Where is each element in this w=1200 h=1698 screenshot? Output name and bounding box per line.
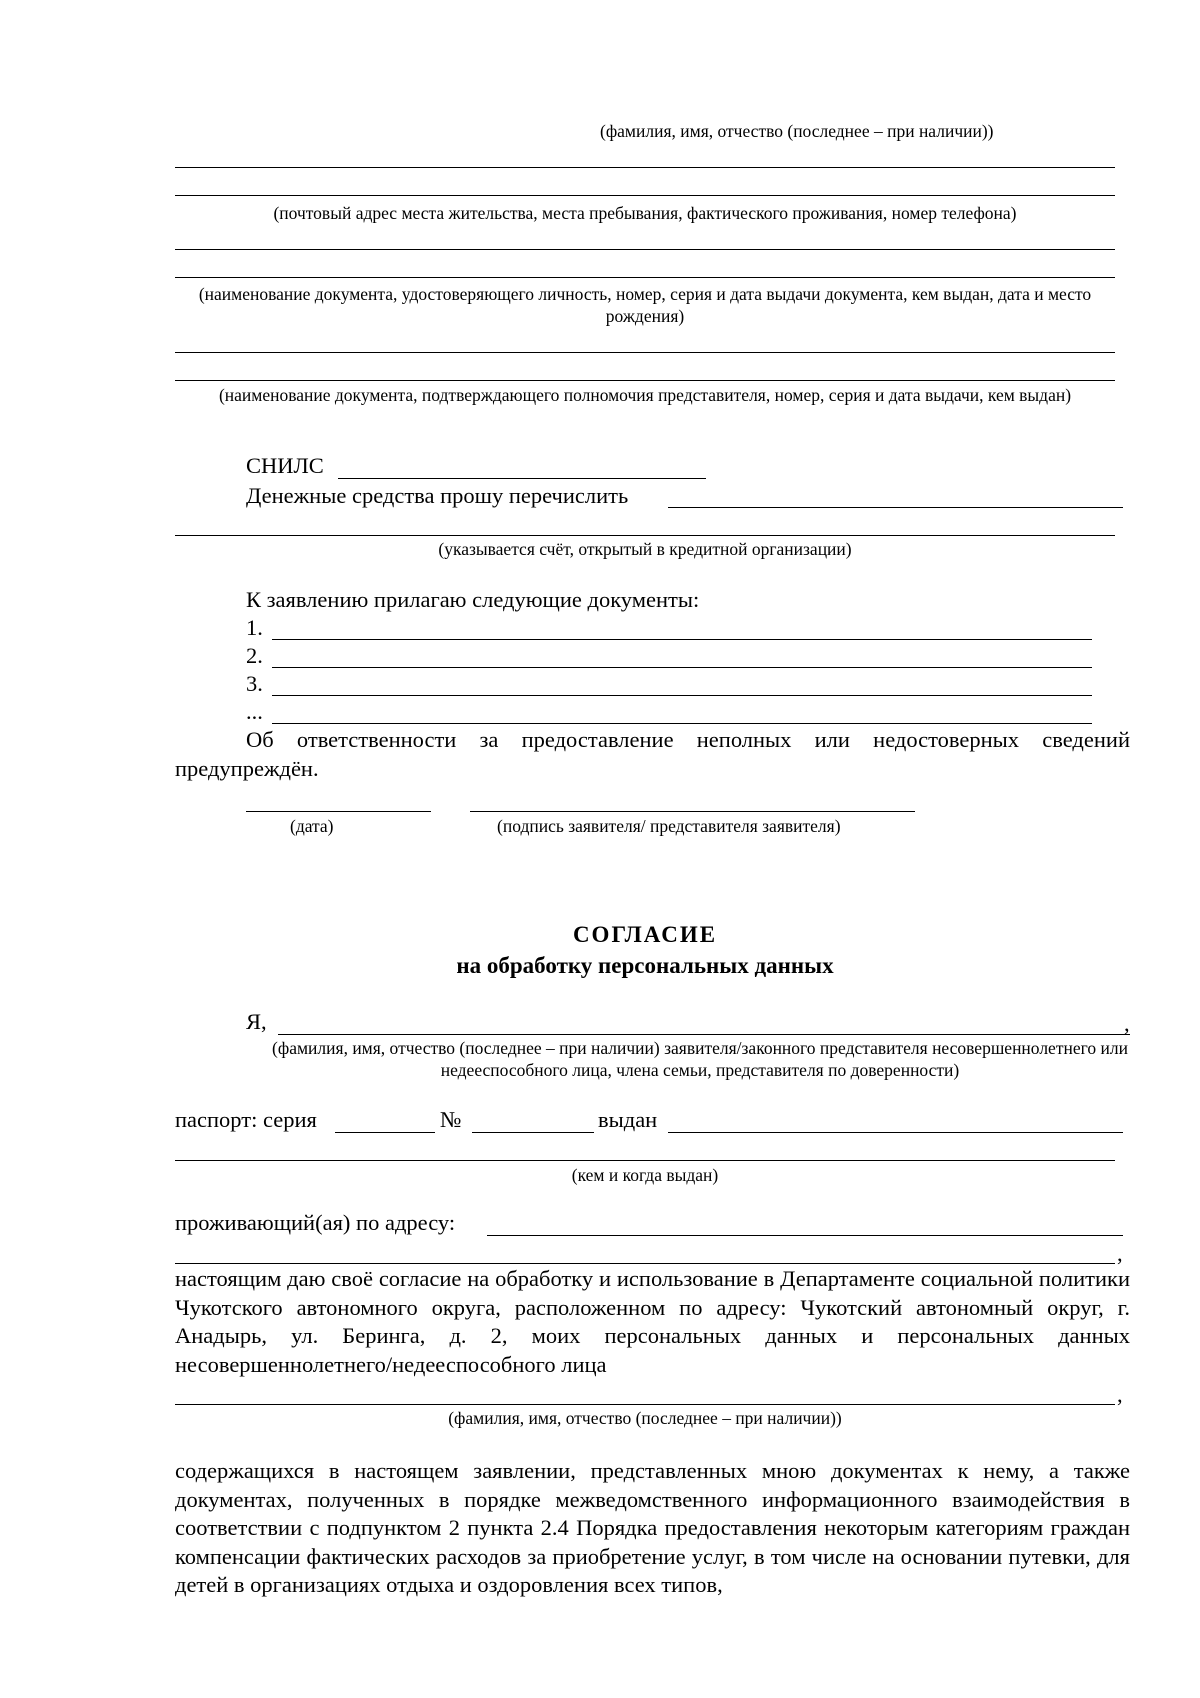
minor-fio-comma: , (1117, 1382, 1123, 1407)
fio-line (175, 167, 1115, 168)
issued-field (668, 1132, 1123, 1133)
account-caption: (указывается счёт, открытый в кредитной организации) (438, 539, 852, 559)
transfer-field (668, 507, 1123, 508)
identity-doc-line (175, 277, 1115, 278)
attachment-number: 1. (246, 615, 263, 640)
passport-number-field (472, 1132, 594, 1133)
attachment-field-3 (272, 695, 1092, 696)
signature-field (470, 811, 915, 812)
issued-caption: (кем и когда выдан) (571, 1165, 719, 1185)
attachment-number: ... (246, 699, 263, 724)
issued-label: выдан (598, 1107, 658, 1132)
attachment-number: 2. (246, 643, 263, 668)
consent-subtitle: на обработку персональных данных (456, 953, 834, 978)
signature-caption: (подпись заявителя/ представителя заявителя) (497, 816, 841, 836)
minor-fio-field (175, 1404, 1115, 1405)
residing-label: проживающий(ая) по адресу: (175, 1210, 456, 1235)
applicant-caption: (фамилия, имя, отчество (последнее – при наличии) заявителя/законного представителя несовершеннолетнего или недееспособного лица, члена семьи, представителя по доверенности) (272, 1038, 1128, 1080)
number-label: № (440, 1107, 462, 1132)
attachment-field-1 (272, 639, 1092, 640)
i-label: Я, (246, 1009, 267, 1034)
transfer-label: Денежные средства прошу перечислить (246, 483, 629, 508)
snils-label: СНИЛС (246, 453, 324, 478)
account-line (175, 535, 1115, 536)
passport-label: паспорт: серия (175, 1107, 317, 1132)
attachments-heading: К заявлению прилагаю следующие документы: (246, 587, 700, 612)
applicant-comma: , (1124, 1011, 1130, 1036)
authority-doc-line (175, 380, 1115, 381)
date-field (246, 811, 431, 812)
date-caption: (дата) (290, 816, 334, 836)
address-line (175, 195, 1115, 196)
attachment-field-2 (272, 667, 1092, 668)
authority-doc-caption: (наименование документа, подтверждающего полномочия представителя, номер, серия и дата выдачи, кем выдан) (218, 385, 1072, 405)
consent-text: настоящим даю своё согласие на обработку и использование в Департаменте социальной политики Чукотского автономного округа, расположенном по адресу: Чукотский автономный округ, г. Анадырь, ул. Беринга, д. 2, моих персональных данных и персональных данных несовершеннолетнего/недееспособного лица (175, 1266, 1130, 1377)
contained-text: содержащихся в настоящем заявлении, представленных мною документах к нему, а также документах, полученных в порядке межведомственного информационного взаимодействия в соответствии с подпунктом 2 пункта 2.4 Порядка предоставления некоторым категориям граждан компенсации фактических расходов за приобретение услуг, в том числе на основании путевки, для детей в организациях отдыха и оздоровления всех типов, (175, 1458, 1130, 1597)
passport-series-field (335, 1132, 435, 1133)
address-line-2 (175, 249, 1115, 250)
snils-field (338, 478, 706, 479)
minor-fio-caption: (фамилия, имя, отчество (последнее – при наличии)) (448, 1408, 842, 1428)
issued-line (175, 1160, 1115, 1161)
residing-comma: , (1117, 1241, 1123, 1266)
attachment-field-more (272, 723, 1092, 724)
fio-caption: (фамилия, имя, отчество (последнее – при наличии)) (600, 121, 994, 141)
identity-doc-line-2 (175, 352, 1115, 353)
liability-text: Об ответственности за предоставление неполных или недостоверных сведений предупреждён. (175, 727, 1130, 781)
address-caption: (почтовый адрес места жительства, места пребывания, фактического проживания, номер телефона) (273, 203, 1017, 223)
identity-doc-caption: (наименование документа, удостоверяющего личность, номер, серия и дата выдачи документа, кем выдан, дата и место рождения) (198, 284, 1092, 326)
applicant-field (278, 1034, 1130, 1035)
residing-line-2 (175, 1263, 1115, 1264)
residing-field (487, 1235, 1123, 1236)
consent-title: СОГЛАСИЕ (572, 922, 718, 947)
attachment-number: 3. (246, 671, 263, 696)
